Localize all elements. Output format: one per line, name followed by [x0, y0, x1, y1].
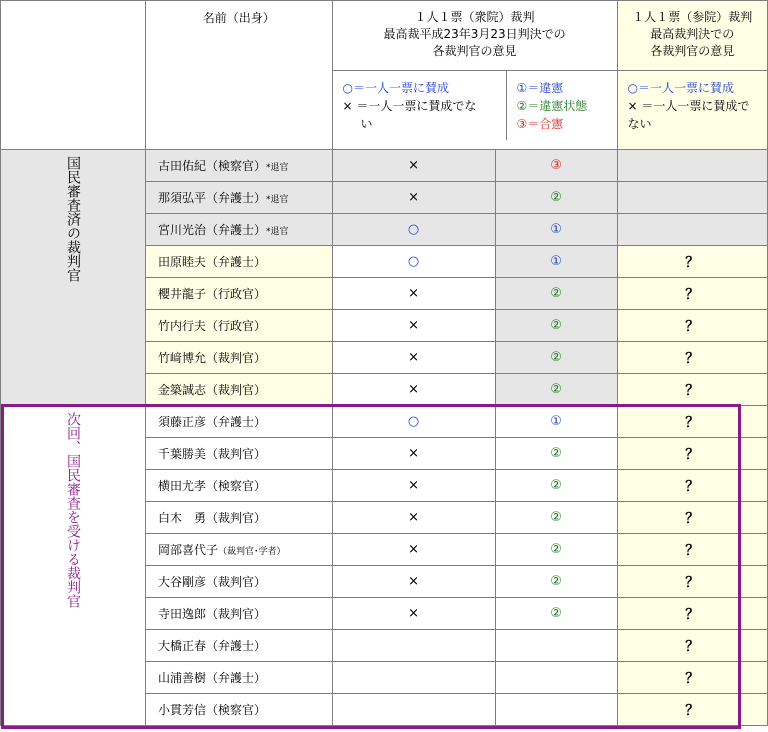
judge-name: 岡部喜代子（裁判官･学者） — [146, 534, 333, 566]
ruling-mark: ① — [495, 246, 617, 278]
ruling-mark: ② — [495, 278, 617, 310]
header-row — [1, 1, 768, 150]
judge-name: 宮川光治（弁護士）*退官 — [146, 214, 333, 246]
sangiin-mark: ？ — [617, 406, 767, 438]
vote-mark — [332, 694, 495, 726]
header-name: 名前（出身） — [146, 1, 333, 150]
judge-name: 大橋正春（弁護士） — [146, 630, 333, 662]
sangiin-mark: ？ — [617, 630, 767, 662]
shugiin-sub: 各裁判官の意見 — [432, 44, 517, 58]
ruling-mark: ① — [495, 406, 617, 438]
ruling-mark: ② — [495, 182, 617, 214]
sangiin-mark: ？ — [617, 374, 767, 406]
sangiin-mark: ？ — [617, 566, 767, 598]
judge-name: 金築誠志（裁判官） — [146, 374, 333, 406]
ruling-mark — [495, 630, 617, 662]
vote-mark: × — [332, 534, 495, 566]
vote-mark: × — [332, 438, 495, 470]
judge-name: 古田佑紀（検察官）*退官 — [146, 150, 333, 182]
judge-note: （裁判官･学者） — [218, 547, 286, 557]
vote-mark: × — [332, 150, 495, 182]
ruling-mark — [495, 662, 617, 694]
ruling-mark: ② — [495, 534, 617, 566]
judge-name: 大谷剛彦（裁判官） — [146, 566, 333, 598]
judge-row — [1, 406, 768, 438]
sangiin-mark: ？ — [617, 502, 767, 534]
judge-name: 千葉勝美（裁判官） — [146, 438, 333, 470]
judge-name: 白木 勇（裁判官） — [146, 502, 333, 534]
sangiin-mark — [617, 214, 767, 246]
ruling-mark: ① — [495, 214, 617, 246]
judge-note: *退官 — [266, 227, 289, 237]
sangiin-mark: ？ — [617, 694, 767, 726]
ruling-mark: ② — [495, 438, 617, 470]
vote-mark: × — [332, 374, 495, 406]
sangiin-mark — [617, 182, 767, 214]
judge-name: 小貫芳信（検察官） — [146, 694, 333, 726]
sangiin-mark: ？ — [617, 534, 767, 566]
ruling-mark: ② — [495, 470, 617, 502]
judge-name: 竹﨑博允（裁判官） — [146, 342, 333, 374]
sangiin-mark — [617, 150, 767, 182]
vote-mark: × — [332, 278, 495, 310]
vote-mark: × — [332, 182, 495, 214]
sangiin-mark: ？ — [617, 342, 767, 374]
shugiin-date: 最高裁平成23年3月23日判決での — [383, 27, 566, 41]
shugiin-title: １人１票（衆院）裁判 — [414, 10, 535, 24]
header-corner — [1, 1, 146, 150]
vote-mark: × — [332, 342, 495, 374]
legend-ruling: ①＝違憲 ②＝違憲状態 ③＝合憲 — [516, 81, 588, 131]
sangiin-mark: ？ — [617, 278, 767, 310]
ruling-mark: ② — [495, 342, 617, 374]
legend-vote: ○＝一人一票に賛成 × ＝一人一票に賛成でな い — [333, 71, 507, 140]
header-shugiin — [332, 1, 617, 150]
legend-sangiin: ○＝一人一票に賛成 × ＝一人一票に賛成でない — [627, 81, 750, 131]
vote-mark — [332, 630, 495, 662]
judge-note: *退官 — [266, 195, 289, 205]
vote-mark: ○ — [332, 246, 495, 278]
judge-name: 竹内行夫（行政官） — [146, 310, 333, 342]
header-sangiin: １人１票（参院）裁判 最高裁判決での 各裁判官の意見 ○＝一人一票に賛成 × ＝一人一票に賛成でない — [617, 1, 767, 150]
sangiin-mark: ？ — [617, 246, 767, 278]
category-next: 次回、国民審査を受ける裁判官 — [1, 406, 146, 726]
vote-mark: × — [332, 598, 495, 630]
vote-mark: ○ — [332, 214, 495, 246]
category-reviewed: 国民審査済の裁判官 — [1, 150, 146, 406]
sangiin-mark: ？ — [617, 438, 767, 470]
judge-name: 横田尤孝（検察官） — [146, 470, 333, 502]
judge-row — [1, 150, 768, 182]
ruling-mark: ② — [495, 598, 617, 630]
vote-mark: × — [332, 470, 495, 502]
vote-mark — [332, 662, 495, 694]
sangiin-mark: ？ — [617, 310, 767, 342]
ruling-mark: ② — [495, 502, 617, 534]
judge-name: 櫻井龍子（行政官） — [146, 278, 333, 310]
vote-mark: × — [332, 502, 495, 534]
ruling-mark — [495, 694, 617, 726]
judge-name: 山浦善樹（弁護士） — [146, 662, 333, 694]
ruling-mark: ② — [495, 566, 617, 598]
ruling-mark: ② — [495, 374, 617, 406]
judge-name: 須藤正彦（弁護士） — [146, 406, 333, 438]
judge-name: 那須弘平（弁護士）*退官 — [146, 182, 333, 214]
sangiin-mark: ？ — [617, 598, 767, 630]
sangiin-mark: ？ — [617, 470, 767, 502]
judge-name: 寺田逸郎（裁判官） — [146, 598, 333, 630]
judge-name: 田原睦夫（弁護士） — [146, 246, 333, 278]
vote-mark: ○ — [332, 406, 495, 438]
judge-note: *退官 — [266, 163, 289, 173]
vote-mark: × — [332, 566, 495, 598]
ruling-mark: ③ — [495, 150, 617, 182]
vote-mark: × — [332, 310, 495, 342]
ruling-mark: ② — [495, 310, 617, 342]
sangiin-mark: ？ — [617, 662, 767, 694]
